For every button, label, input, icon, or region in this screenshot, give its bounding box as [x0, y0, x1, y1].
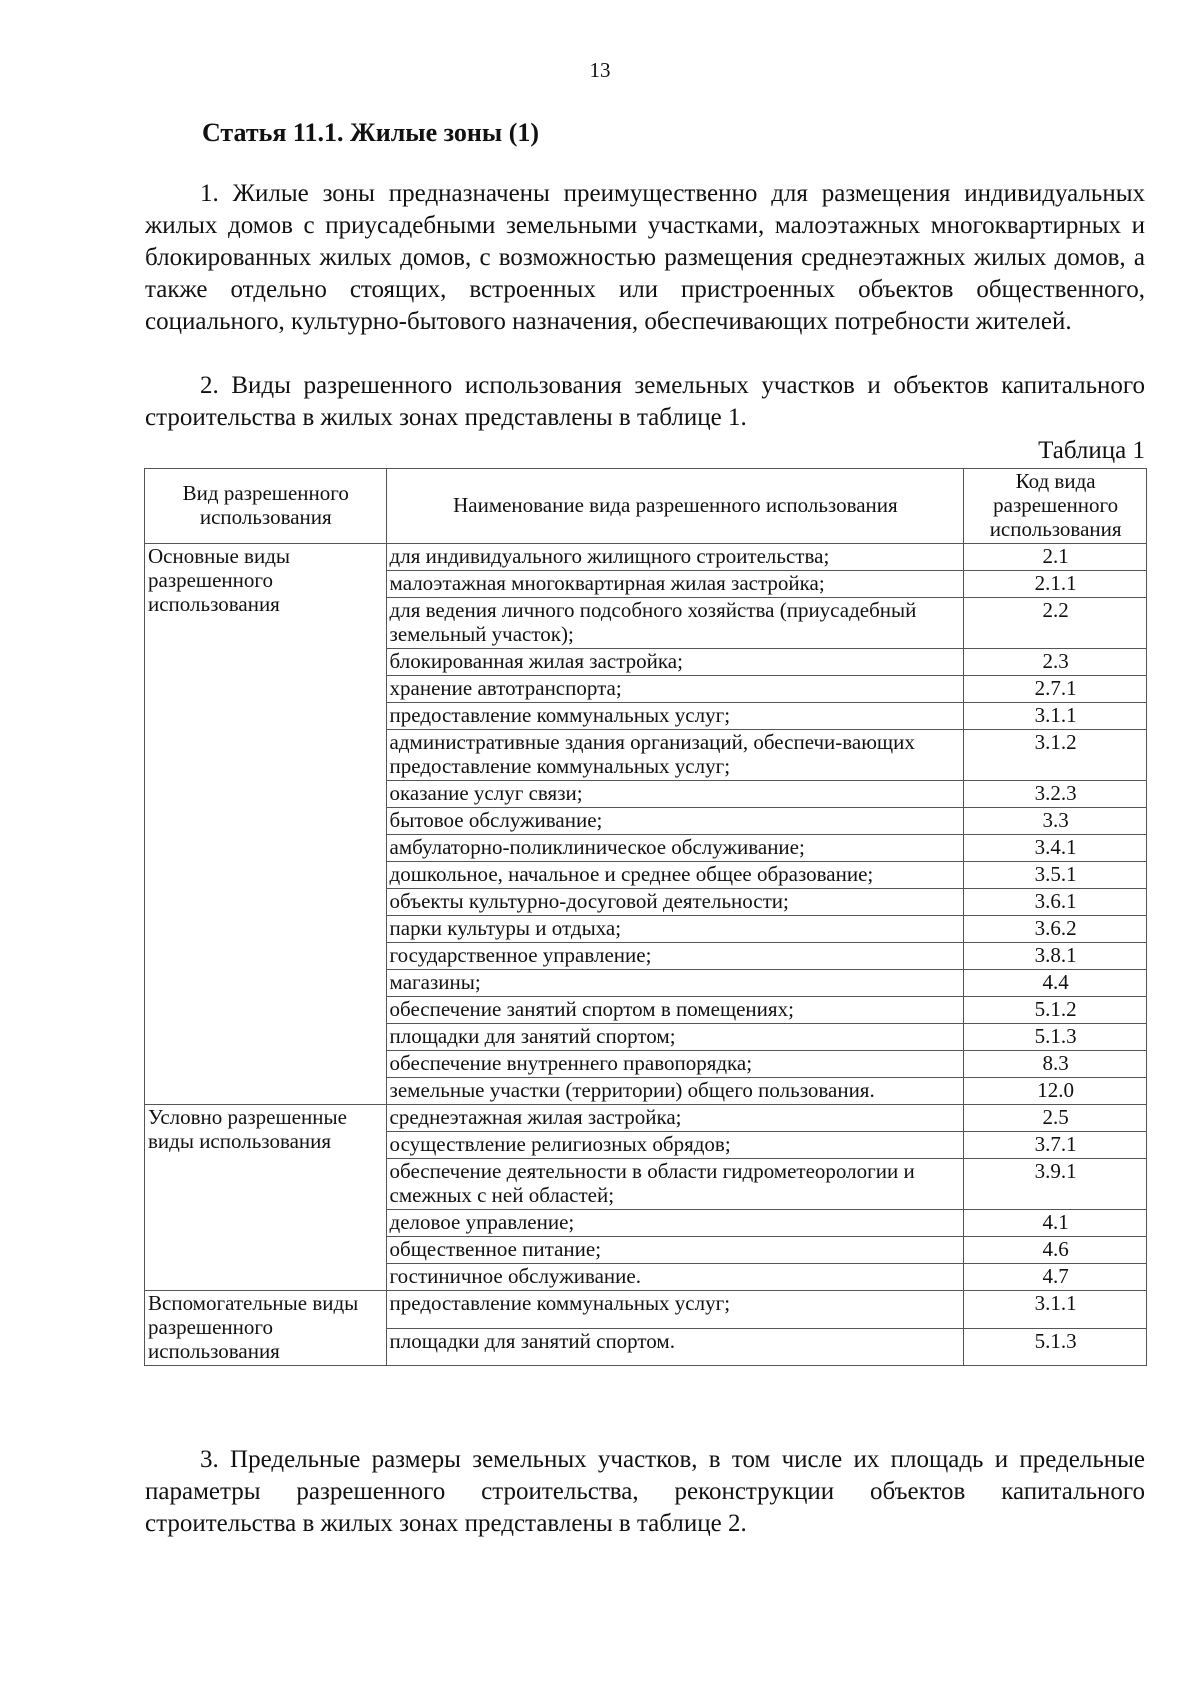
use-name-cell: для индивидуального жилищного строительства;	[386, 544, 964, 571]
table-header-row	[145, 469, 1147, 544]
article-heading: Статья 11.1. Жилые зоны (1)	[202, 118, 540, 147]
paragraph-2: 2. Виды разрешенного использования земельных участков и объектов капитального строительства в жилых зонах представлены в таблице 1.	[145, 372, 1145, 431]
use-name-cell: осуществление религиозных обрядов;	[386, 1132, 964, 1159]
use-code-cell: 4.1	[964, 1210, 1147, 1237]
use-code-cell: 4.4	[964, 970, 1147, 997]
use-code-cell: 5.1.3	[964, 1328, 1147, 1366]
use-code-cell: 3.8.1	[964, 943, 1147, 970]
page-number: 13	[589, 58, 611, 82]
use-code-cell: 8.3	[964, 1051, 1147, 1078]
table-caption: Таблица 1	[1038, 437, 1145, 464]
use-name-cell: обеспечение занятий спортом в помещениях;	[386, 997, 964, 1024]
use-name-cell: предоставление коммунальных услуг;	[386, 703, 964, 730]
group-label: Вспомогательные виды разрешенного использования	[145, 1291, 387, 1366]
use-name-cell: обеспечение деятельности в области гидрометеорологии и смежных с ней областей;	[386, 1159, 964, 1210]
use-code-cell: 4.7	[964, 1264, 1147, 1291]
use-name-cell: земельные участки (территории) общего пользования.	[386, 1078, 964, 1105]
use-code-cell: 3.1.1	[964, 703, 1147, 730]
use-code-cell: 5.1.2	[964, 997, 1147, 1024]
use-name-cell: парки культуры и отдыха;	[386, 916, 964, 943]
use-code-cell: 4.6	[964, 1237, 1147, 1264]
use-name-cell: общественное питание;	[386, 1237, 964, 1264]
use-code-cell: 3.7.1	[964, 1132, 1147, 1159]
use-name-cell: гостиничное обслуживание.	[386, 1264, 964, 1291]
use-code-cell: 3.9.1	[964, 1159, 1147, 1210]
table-body	[145, 544, 1147, 1366]
use-code-cell: 2.1.1	[964, 571, 1147, 598]
use-code-cell: 3.6.2	[964, 916, 1147, 943]
use-code-cell: 3.1.2	[964, 730, 1147, 781]
use-code-cell: 3.6.1	[964, 889, 1147, 916]
use-code-cell: 3.5.1	[964, 862, 1147, 889]
use-name-cell: государственное управление;	[386, 943, 964, 970]
use-name-cell: дошкольное, начальное и среднее общее образование;	[386, 862, 964, 889]
use-code-cell: 3.3	[964, 808, 1147, 835]
group-label: Основные виды разрешенного использования	[145, 544, 387, 1105]
use-code-cell: 2.5	[964, 1105, 1147, 1132]
header-use-name: Наименование вида разрешенного использования	[386, 469, 964, 544]
use-name-cell: бытовое обслуживание;	[386, 808, 964, 835]
use-name-cell: малоэтажная многоквартирная жилая застройка;	[386, 571, 964, 598]
group-label: Условно разрешенные виды использования	[145, 1105, 387, 1291]
table-row	[145, 1291, 1147, 1329]
use-name-cell: обеспечение внутреннего правопорядка;	[386, 1051, 964, 1078]
use-name-cell: административные здания организаций, обеспечи-вающих предоставление коммунальных услуг;	[386, 730, 964, 781]
use-name-cell: для ведения личного подсобного хозяйства (приусадебный земельный участок);	[386, 598, 964, 649]
use-name-cell: деловое управление;	[386, 1210, 964, 1237]
use-name-cell: амбулаторно-поликлиническое обслуживание;	[386, 835, 964, 862]
header-use-code: Код вида разрешенного использования	[964, 469, 1147, 544]
use-name-cell: магазины;	[386, 970, 964, 997]
use-code-cell: 2.1	[964, 544, 1147, 571]
use-code-cell: 3.1.1	[964, 1291, 1147, 1329]
paragraph-3: 3. Предельные размеры земельных участков, в том числе их площадь и предельные параметры разрешенного строительства, реконструкции объектов капитального строительства в жилых зонах представлены в таблице 2.	[145, 1446, 1145, 1537]
use-code-cell: 3.4.1	[964, 835, 1147, 862]
use-name-cell: хранение автотранспорта;	[386, 676, 964, 703]
use-name-cell: среднеэтажная жилая застройка;	[386, 1105, 964, 1132]
use-code-cell: 2.3	[964, 649, 1147, 676]
use-code-cell: 2.7.1	[964, 676, 1147, 703]
use-name-cell: площадки для занятий спортом;	[386, 1024, 964, 1051]
paragraph-1: 1. Жилые зоны предназначены преимущественно для размещения индивидуальных жилых домов с приусадебными земельными участками, малоэтажных многоквартирных и блокированных жилых домов, с возможностью размещения среднеэтажных жилых домов, а также отдельно стоящих, встроенных или пристроенных объектов общественного, социального, культурно-бытового назначения, обеспечивающих потребности жителей.	[145, 180, 1145, 335]
use-name-cell: объекты культурно-досуговой деятельности;	[386, 889, 964, 916]
use-code-cell: 3.2.3	[964, 781, 1147, 808]
header-use-type: Вид разрешенного использования	[145, 469, 387, 544]
use-code-cell: 12.0	[964, 1078, 1147, 1105]
use-code-cell: 2.2	[964, 598, 1147, 649]
use-code-cell: 5.1.3	[964, 1024, 1147, 1051]
use-name-cell: блокированная жилая застройка;	[386, 649, 964, 676]
table-row	[145, 544, 1147, 571]
land-use-table	[144, 468, 1147, 1366]
use-name-cell: оказание услуг связи;	[386, 781, 964, 808]
use-name-cell: предоставление коммунальных услуг;	[386, 1291, 964, 1329]
use-name-cell: площадки для занятий спортом.	[386, 1328, 964, 1366]
table-row	[145, 1105, 1147, 1132]
